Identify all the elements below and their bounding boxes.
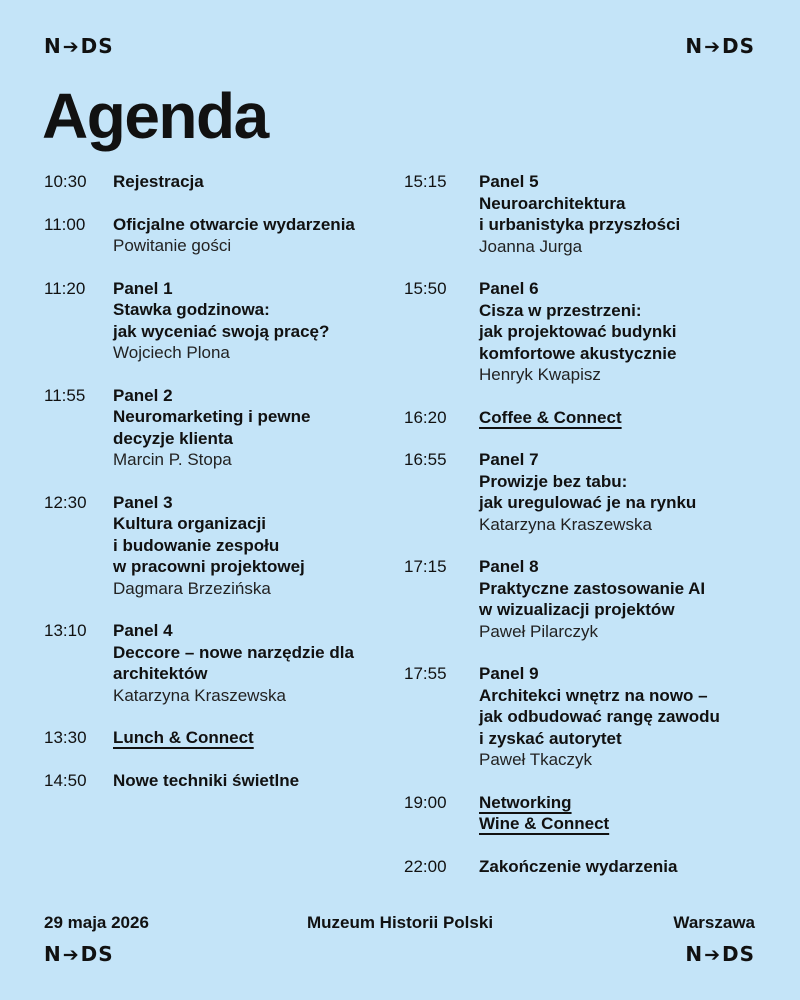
agenda-title-line: i zyskać autorytet — [479, 728, 622, 748]
agenda-title-line: Stawka godzinowa: — [113, 300, 270, 319]
agenda-panel-label: Panel 9 — [479, 664, 539, 683]
page-title: Agenda — [42, 80, 268, 152]
agenda-content — [113, 214, 394, 257]
agenda-speaker: Wojciech Plona — [113, 343, 230, 362]
agenda-time: 11:20 — [44, 278, 86, 298]
agenda-content — [479, 278, 774, 386]
agenda-title-line: Neuromarketing i pewne — [113, 407, 311, 426]
agenda-title-line: Zakończenie wydarzenia — [479, 856, 678, 876]
agenda-title-line: w pracowni projektowej — [113, 557, 305, 576]
agenda-title-line: i urbanistyka przyszłości — [479, 215, 681, 234]
agenda-left-column — [44, 171, 394, 812]
agenda-content — [113, 770, 394, 792]
agenda-title-line: Networking — [479, 792, 572, 812]
agenda-title-line: Nowe techniki świetlne — [113, 770, 300, 790]
event-date: 29 maja 2026 — [44, 913, 149, 932]
agenda-title-line: Rejestracja — [113, 172, 204, 191]
agenda-item — [44, 727, 394, 749]
agenda-speaker: Powitanie gości — [113, 236, 232, 255]
agenda-item — [44, 278, 394, 364]
agenda-title-line: i budowanie zespołu — [113, 535, 280, 555]
agenda-time: 13:30 — [44, 728, 87, 747]
logo-top-right: N➔DS — [685, 34, 755, 58]
agenda-item — [44, 214, 394, 257]
agenda-panel-label: Panel 7 — [479, 450, 539, 469]
agenda-title-line: Architekci wnętrz na nowo – — [479, 685, 708, 705]
agenda-time: 13:10 — [44, 621, 87, 640]
agenda-title-line: Neuroarchitektura — [479, 193, 626, 213]
agenda-title-line: Deccore – nowe narzędzie dla — [113, 642, 354, 662]
agenda-panel-label: Panel 3 — [113, 492, 173, 512]
agenda-right-column — [404, 171, 774, 898]
event-venue: Muzeum Historii Polski — [306, 913, 494, 932]
agenda-item — [44, 492, 394, 600]
agenda-panel-label: Panel 6 — [479, 279, 539, 298]
agenda-panel-label: Panel 8 — [479, 557, 539, 576]
agenda-title-line: Coffee & Connect — [479, 407, 622, 427]
agenda-speaker: Katarzyna Kraszewska — [479, 514, 652, 534]
agenda-time: 16:20 — [404, 407, 447, 427]
agenda-time: 14:50 — [44, 770, 87, 790]
arrow-right-icon: ➔ — [704, 36, 721, 58]
agenda-panel-label: Panel 4 — [113, 621, 173, 640]
agenda-time: 19:00 — [404, 792, 447, 812]
agenda-time: 10:30 — [44, 172, 87, 191]
event-city: Warszawa — [673, 913, 755, 932]
agenda-item — [404, 407, 774, 429]
logo-top-left: N➔DS — [44, 34, 114, 58]
agenda-content — [479, 171, 774, 257]
agenda-item — [44, 770, 394, 792]
agenda-content — [113, 620, 394, 706]
agenda-speaker: Joanna Jurga — [479, 236, 583, 256]
agenda-content — [479, 856, 774, 878]
agenda-item — [404, 856, 774, 878]
agenda-item — [404, 792, 774, 835]
arrow-right-icon: ➔ — [62, 36, 80, 58]
agenda-speaker: Dagmara Brzezińska — [113, 578, 271, 598]
agenda-time: 22:00 — [404, 856, 447, 876]
arrow-right-icon: ➔ — [704, 944, 721, 966]
logo-bottom-left: N➔DS — [44, 942, 114, 966]
agenda-content — [479, 449, 774, 535]
agenda-title-line: jak uregulować je na rynku — [479, 493, 697, 512]
agenda-speaker: Marcin P. Stopa — [113, 450, 232, 469]
agenda-content — [113, 492, 394, 600]
arrow-right-icon: ➔ — [62, 944, 80, 966]
agenda-panel-label: Panel 2 — [113, 385, 173, 405]
agenda-content — [479, 663, 774, 771]
agenda-time: 17:55 — [404, 664, 447, 683]
agenda-title-line: Lunch & Connect — [113, 728, 254, 747]
agenda-title-line: komfortowe akustycznie — [479, 343, 677, 363]
agenda-title-line: Cisza w przestrzeni: — [479, 300, 642, 320]
agenda-title-line: jak odbudować rangę zawodu — [479, 707, 720, 726]
agenda-time: 17:15 — [404, 557, 447, 576]
agenda-content — [479, 792, 774, 835]
logo-bottom-right: N➔DS — [685, 942, 755, 966]
agenda-title-line: decyzje klienta — [113, 428, 234, 448]
agenda-content — [113, 171, 394, 193]
agenda-time: 15:15 — [404, 172, 447, 191]
agenda-title-line: architektów — [113, 664, 208, 683]
agenda-title-line: Praktyczne zastosowanie AI — [479, 578, 706, 598]
agenda-item — [404, 556, 774, 642]
agenda-title-line: jak wyceniać swoją pracę? — [113, 321, 330, 341]
agenda-item — [404, 278, 774, 386]
agenda-content — [113, 278, 394, 364]
agenda-content — [479, 556, 774, 642]
agenda-panel-label: Panel 5 — [479, 172, 539, 191]
agenda-time: 11:00 — [44, 214, 86, 234]
agenda-time: 16:55 — [404, 450, 447, 469]
agenda-content — [113, 727, 394, 749]
agenda-item — [404, 449, 774, 535]
agenda-title-line: Prowizje bez tabu: — [479, 471, 628, 491]
agenda-title-line: w wizualizacji projektów — [479, 600, 675, 619]
agenda-panel-label: Panel 1 — [113, 278, 173, 298]
agenda-time: 12:30 — [44, 492, 87, 512]
agenda-speaker: Katarzyna Kraszewska — [113, 685, 286, 705]
agenda-title-line: Wine & Connect — [479, 814, 610, 833]
agenda-item — [404, 171, 774, 257]
agenda-time: 11:55 — [44, 385, 86, 405]
agenda-speaker: Paweł Pilarczyk — [479, 621, 599, 641]
agenda-title-line: Oficjalne otwarcie wydarzenia — [113, 214, 355, 234]
agenda-title-line: Kultura organizacji — [113, 514, 267, 533]
agenda-item — [404, 663, 774, 771]
agenda-content — [479, 407, 774, 429]
agenda-content — [113, 385, 394, 471]
agenda-speaker: Paweł Tkaczyk — [479, 750, 593, 769]
agenda-item — [44, 385, 394, 471]
agenda-item — [44, 620, 394, 706]
agenda-title-line: jak projektować budynki — [479, 322, 677, 341]
agenda-speaker: Henryk Kwapisz — [479, 365, 601, 384]
agenda-item — [44, 171, 394, 193]
agenda-time: 15:50 — [404, 279, 447, 298]
